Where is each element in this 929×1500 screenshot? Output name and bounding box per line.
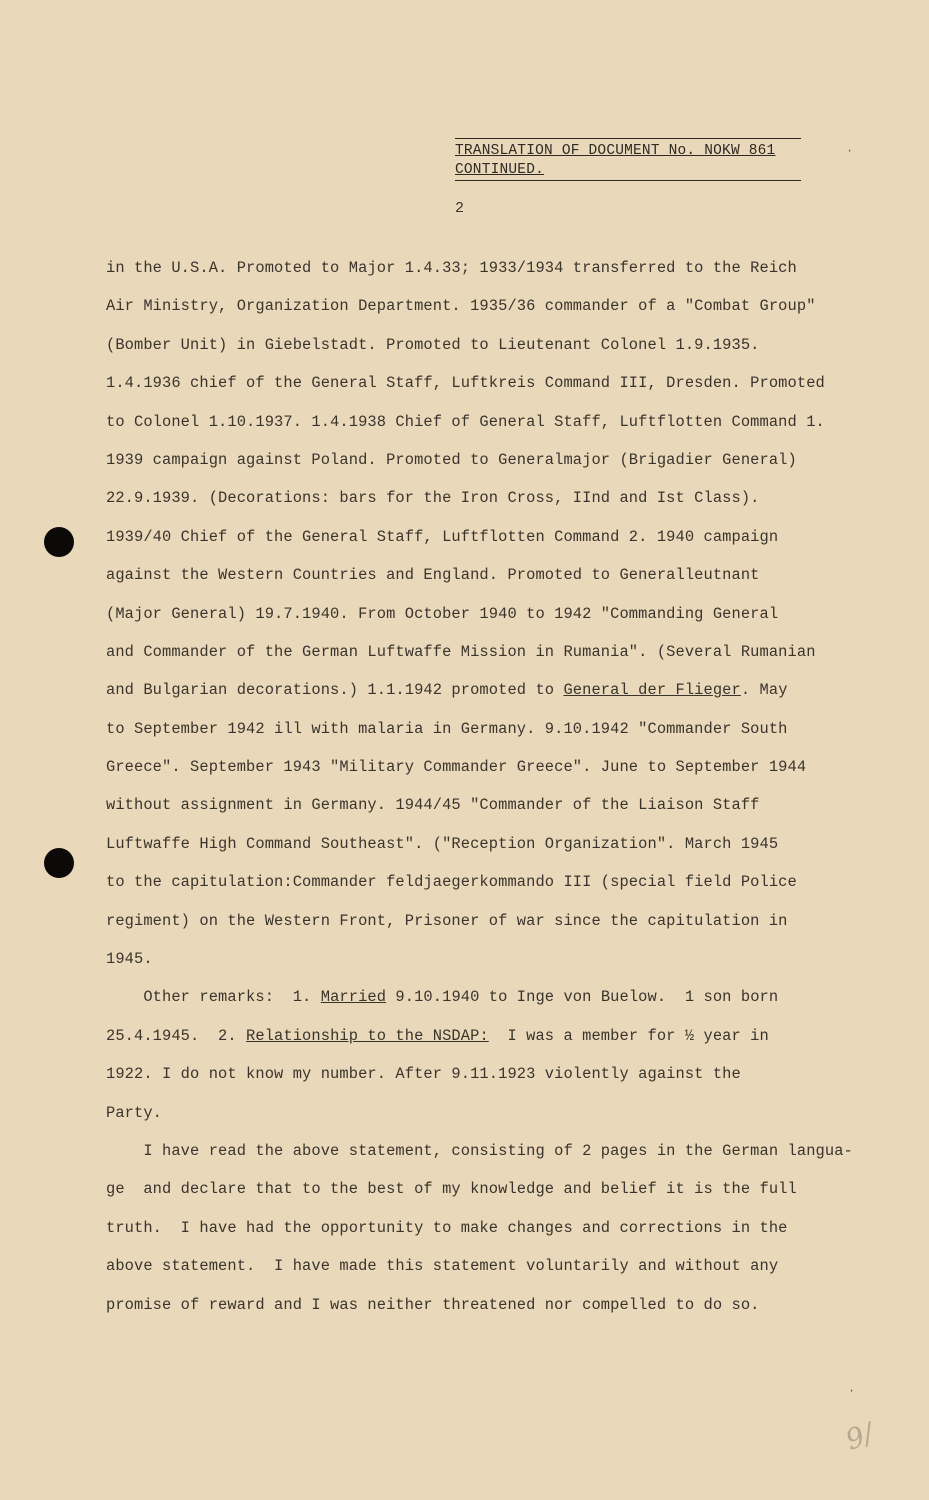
remarks-intro: Other remarks: 1. xyxy=(106,988,321,1007)
punch-hole-bottom xyxy=(44,848,74,878)
document-header xyxy=(455,142,801,180)
body-line: without assignment in Germany. 1944/45 "Commander of the Liaison Staff xyxy=(106,796,760,815)
page-number: 2 xyxy=(455,200,465,217)
remarks-line-3: 1922. I do not know my number. After 9.11.1923 violently against the xyxy=(106,1065,741,1084)
body-line: against the Western Countries and England. Promoted to Generalleutnant xyxy=(106,566,760,585)
declaration-line: I have read the above statement, consisting of 2 pages in the German langua- xyxy=(106,1141,853,1160)
body-line-rank-start: and Bulgarian decorations.) 1.1.1942 promoted to xyxy=(106,681,564,700)
body-line: to Colonel 1.10.1937. 1.4.1938 Chief of General Staff, Luftflotten Command 1. xyxy=(106,412,825,431)
declaration-line: truth. I have had the opportunity to make changes and corrections in the xyxy=(106,1218,788,1237)
remarks-line2-rest: I was a member for ½ year in xyxy=(488,1026,769,1045)
body-line: 1.4.1936 chief of the General Staff, Luftkreis Command III, Dresden. Promoted xyxy=(106,374,825,393)
body-line: (Bomber Unit) in Giebelstadt. Promoted to Lieutenant Colonel 1.9.1935. xyxy=(106,335,760,354)
relationship-label: Relationship to the NSDAP: xyxy=(246,1026,489,1045)
body-line: 1939/40 Chief of the General Staff, Luftflotten Command 2. 1940 campaign xyxy=(106,527,779,546)
body-line: (Major General) 19.7.1940. From October 1940 to 1942 "Commanding General xyxy=(106,604,779,623)
declaration-line: above statement. I have made this statement voluntarily and without any xyxy=(106,1257,779,1276)
married-rest: 9.10.1940 to Inge von Buelow. 1 son born xyxy=(386,988,779,1007)
body-line: to September 1942 ill with malaria in Germany. 9.10.1942 "Commander South xyxy=(106,719,788,738)
remarks-line-1 xyxy=(106,986,866,1024)
margin-pencil-mark: 9/ xyxy=(841,1416,879,1457)
body-line: in the U.S.A. Promoted to Major 1.4.33; 1933/1934 transferred to the Reich xyxy=(106,259,797,277)
remarks-line-2 xyxy=(106,1025,866,1063)
remarks-line-4: Party. xyxy=(106,1103,163,1122)
body-line: Air Ministry, Organization Department. 1935/36 commander of a "Combat Group" xyxy=(106,297,816,316)
body-line: regiment) on the Western Front, Prisoner of war since the capitulation in xyxy=(106,911,788,930)
declaration-line: promise of reward and I was neither threatened nor compelled to do so. xyxy=(106,1295,760,1314)
body-line: to the capitulation:Commander feldjaegerkommando III (special field Police xyxy=(106,873,797,892)
statement-body xyxy=(106,257,866,1332)
rank-underlined: General der Flieger xyxy=(563,681,741,700)
header-rule-top xyxy=(455,138,801,139)
body-line: Luftwaffe High Command Southeast". ("Reception Organization". March 1945 xyxy=(106,834,779,853)
declaration-line: ge and declare that to the best of my knowledge and belief it is the full xyxy=(106,1180,797,1199)
body-line: 1939 campaign against Poland. Promoted to Generalmajor (Brigadier General) xyxy=(106,450,797,469)
body-line: 1945. xyxy=(106,950,153,969)
speck: · xyxy=(848,1384,856,1398)
body-line: 22.9.1939. (Decorations: bars for the Iron Cross, IInd and Ist Class). xyxy=(106,489,760,508)
remarks-line2-start: 25.4.1945. 2. xyxy=(106,1026,247,1045)
header-rule-bottom xyxy=(455,180,801,181)
header-continued: CONTINUED. xyxy=(455,162,545,178)
body-line-rank xyxy=(106,679,866,717)
married-label: Married xyxy=(320,988,387,1007)
speck: · xyxy=(846,144,854,158)
punch-hole-top xyxy=(44,527,74,557)
body-line: and Commander of the German Luftwaffe Mission in Rumania". (Several Rumanian xyxy=(106,642,816,661)
body-line: Greece". September 1943 "Military Commander Greece". June to September 1944 xyxy=(106,758,807,777)
rank-after: . May xyxy=(740,681,788,700)
header-title: TRANSLATION OF DOCUMENT No. NOKW 861 xyxy=(455,143,776,159)
